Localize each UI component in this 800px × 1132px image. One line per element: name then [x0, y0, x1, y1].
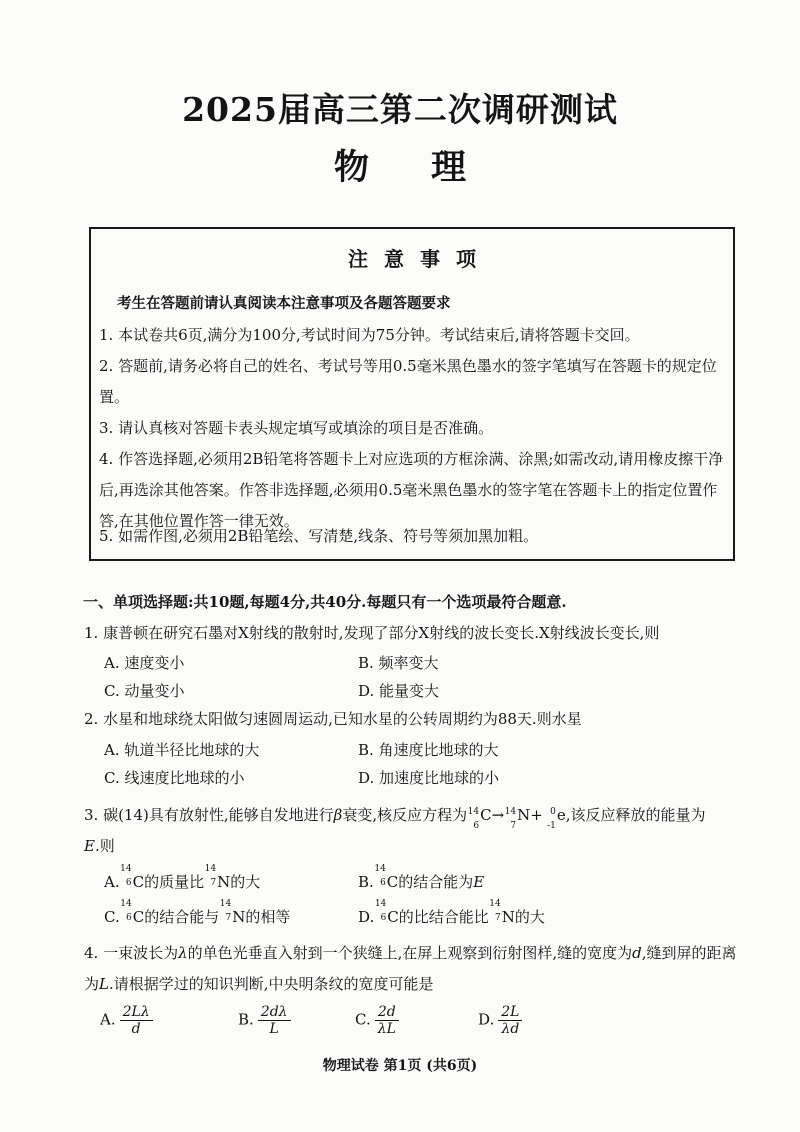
q4-option-c — [355, 1004, 399, 1037]
carbon-14-nuclide — [120, 864, 133, 888]
notice-item-1: 1. 本试卷共6页,满分为100分,考试时间为75分钟。考试结束后,请将答题卡交回。 — [99, 326, 640, 344]
element-symbol: e — [556, 806, 566, 824]
q1-option-d: D. 能量变大 — [358, 682, 440, 700]
carbon-14-nuclide — [374, 899, 387, 923]
mass-number: 14 — [504, 807, 517, 817]
option-label: A. — [104, 873, 120, 891]
mass-number: 14 — [467, 807, 480, 817]
notice-box — [89, 227, 735, 561]
option-text: N的大 — [501, 908, 545, 926]
denominator: λd — [501, 1021, 520, 1037]
numerator: 2Lλ — [120, 1004, 153, 1021]
notice-item-2: 2. 答题前,请务必将自己的姓名、考试号等用0.5毫米黑色墨水的签字笔填写在答题卡的规定位置。 — [99, 357, 717, 406]
mass-number: 14 — [120, 899, 132, 909]
energy-symbol: E — [473, 873, 485, 891]
q4-option-a — [100, 1004, 153, 1037]
nitrogen-14-nuclide — [489, 899, 502, 923]
option-label: D. — [358, 908, 375, 926]
denominator: λL — [377, 1021, 396, 1037]
q3-stem-part-2: 衰变,核反应方程为 — [342, 806, 468, 824]
denominator: L — [269, 1021, 279, 1037]
charge-number: 6 — [125, 878, 132, 888]
charge-number: 7 — [225, 913, 232, 923]
numerator: 2dλ — [258, 1004, 291, 1021]
charge-number: 6 — [473, 821, 480, 831]
option-label: C. — [355, 1010, 371, 1029]
option-label: C. — [104, 908, 120, 926]
q4-stem-part-2: 的单色光垂直入射到一个狭缝上,在屏上观察到衍射图样,缝的宽度为 — [187, 944, 633, 962]
exam-title: 2025届高三第二次调研测试 — [182, 90, 618, 129]
option-text: C的比结合能比 — [387, 908, 489, 926]
notice-intro: 考生在答题前请认真阅读本注意事项及各题答题要求 — [117, 295, 451, 312]
q1-option-a: A. 速度变小 — [104, 654, 185, 672]
electron-symbol — [543, 806, 557, 831]
mass-number: 14 — [374, 899, 387, 909]
q4-option-b — [238, 1004, 291, 1037]
q2-option-b: B. 角速度比地球的大 — [358, 741, 499, 759]
question-1-stem: 1. 康普顿在研究石墨对X射线的散射时,发现了部分X射线的波长变长.X射线波长变长,则 — [84, 624, 660, 642]
notice-item-5: 5. 如需作图,必须用2B铅笔绘、写清楚,线条、符号等须加黑加粗。 — [99, 527, 539, 545]
charge-number: 7 — [210, 878, 217, 888]
q4-stem-part-1: 4. 一束波长为 — [84, 944, 179, 962]
distance-symbol: L — [99, 975, 109, 993]
plus-sign: + — [530, 806, 543, 824]
q3-stem-part-1: 3. 碳(14)具有放射性,能够自发地进行 — [84, 806, 334, 824]
question-4-stem — [84, 938, 744, 1000]
option-text: N的相等 — [232, 908, 291, 926]
numerator: 2L — [498, 1004, 522, 1021]
numerator: 2d — [375, 1004, 399, 1021]
q3-stem-part-3: ,该反应释放的能量为 — [565, 806, 706, 824]
q2-option-d: D. 加速度比地球的小 — [358, 769, 500, 787]
nitrogen-14-nuclide — [504, 806, 517, 831]
option-text: C的质量比 — [132, 873, 205, 891]
mass-number: 14 — [204, 864, 217, 874]
question-2-stem: 2. 水星和地球绕太阳做匀速圆周运动,已知水星的公转周期约为88天.则水星 — [84, 710, 582, 728]
element-symbol: C — [480, 806, 492, 824]
denominator: d — [131, 1021, 141, 1037]
q4-stem-part-4: .请根据学过的知识判断,中央明条纹的宽度可能是 — [108, 975, 434, 993]
mass-number: 0 — [550, 807, 556, 817]
nitrogen-14-nuclide — [219, 899, 232, 923]
fraction — [120, 1004, 153, 1037]
mass-number: 14 — [374, 864, 386, 874]
slit-width-symbol: d — [632, 944, 642, 962]
charge-number: 6 — [125, 913, 132, 923]
mass-number: 14 — [120, 864, 132, 874]
question-3-stem — [84, 800, 744, 862]
option-label: A. — [100, 1010, 116, 1029]
option-text: C的结合能与 — [132, 908, 220, 926]
beta-symbol: β — [333, 806, 343, 824]
q1-option-b: B. 频率变大 — [358, 654, 439, 672]
carbon-14-nuclide — [374, 864, 387, 888]
q3-option-c — [104, 899, 291, 927]
q1-option-c: C. 动量变小 — [104, 682, 185, 700]
mass-number: 14 — [219, 899, 232, 909]
mass-number: 14 — [489, 899, 501, 909]
carbon-14-nuclide — [120, 899, 133, 923]
q4-stem-part-3: ,缝到屏的距离为 — [84, 944, 737, 993]
charge-number: -1 — [547, 821, 556, 831]
reaction-arrow: → — [491, 806, 505, 824]
nitrogen-14-nuclide — [204, 864, 217, 888]
page-footer: 物理试卷 第1页 (共6页) — [322, 1058, 478, 1074]
fraction — [498, 1004, 522, 1037]
q3-option-a — [104, 864, 261, 892]
charge-number: 6 — [380, 913, 387, 923]
option-label: B. — [238, 1010, 254, 1029]
fraction — [258, 1004, 291, 1037]
carbon-14-nuclide — [467, 806, 480, 831]
charge-number: 6 — [380, 878, 386, 888]
option-text: N的大 — [217, 873, 261, 891]
q2-option-c: C. 线速度比地球的小 — [104, 769, 245, 787]
notice-item-3: 3. 请认真核对答题卡表头规定填写或填涂的项目是否准确。 — [99, 419, 494, 437]
option-label: B. — [358, 873, 374, 891]
q4-option-d — [478, 1004, 522, 1037]
energy-symbol: E — [84, 837, 95, 855]
subject-title: 物理 — [333, 147, 528, 188]
notice-title: 注意事项 — [348, 247, 492, 271]
q3-stem-part-4: .则 — [94, 837, 115, 855]
fraction — [375, 1004, 399, 1037]
element-symbol: N — [517, 806, 531, 824]
section-heading: 一、单项选择题:共10题,每题4分,共40分.每题只有一个选项最符合题意. — [83, 593, 567, 611]
notice-item-4: 4. 作答选择题,必须用2B铅笔将答题卡上对应选项的方框涂满、涂黑;如需改动,请用橡皮擦干净后,再选涂其他答案。作答非选择题,必须用0.5毫米黑色墨水的签字笔在答题卡上的指定位置作答,在其他位置作答一律无效。 — [99, 450, 724, 530]
option-text: C的结合能为 — [386, 873, 474, 891]
q2-option-a: A. 轨道半径比地球的大 — [104, 741, 260, 759]
lambda-symbol: λ — [178, 944, 188, 962]
charge-number: 7 — [495, 913, 501, 923]
option-label: D. — [478, 1010, 495, 1029]
q3-option-b — [358, 864, 485, 892]
q3-option-d — [358, 899, 545, 927]
charge-number: 7 — [510, 821, 517, 831]
